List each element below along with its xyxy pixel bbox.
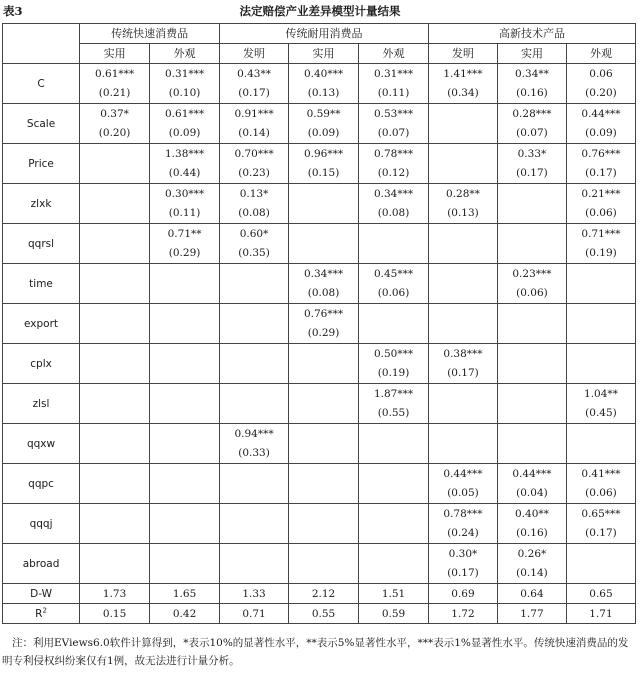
standard-error: (0.14) — [516, 566, 548, 579]
estimate-cell — [566, 424, 635, 464]
estimate-cell — [220, 224, 289, 264]
standard-error: (0.21) — [98, 86, 131, 99]
statistic-value: 0.71 — [220, 604, 289, 624]
estimate-cell — [289, 504, 359, 544]
estimate-cell — [359, 424, 429, 464]
table-row — [3, 384, 636, 424]
estimate-cell — [429, 64, 498, 104]
coefficient: 0.65*** — [581, 507, 621, 520]
estimate-cell — [80, 264, 150, 304]
standard-error: (0.19) — [585, 246, 617, 259]
standard-error: (0.06) — [377, 286, 410, 299]
variable-label: cplx — [3, 344, 80, 384]
variable-label: qqqj — [3, 504, 80, 544]
standard-error: (0.15) — [307, 166, 340, 179]
statistic-label: D-W — [3, 584, 80, 604]
estimate-cell — [429, 184, 498, 224]
estimate-cell — [566, 224, 635, 264]
subheader: 实用 — [497, 44, 566, 64]
coefficient: 1.87*** — [373, 387, 414, 400]
estimate-cell — [150, 464, 220, 504]
coefficient: 0.43** — [237, 67, 271, 80]
estimate-cell — [497, 464, 566, 504]
table-header — [0, 0, 640, 22]
variable-label: export — [3, 304, 80, 344]
variable-label: zlsl — [3, 384, 80, 424]
coefficient: 0.38*** — [443, 347, 483, 360]
statistic-value: 2.12 — [289, 584, 359, 604]
group-header-row — [3, 24, 636, 44]
estimate-cell — [566, 384, 635, 424]
coefficient: 0.71** — [167, 227, 202, 240]
estimate-cell — [429, 344, 498, 384]
estimate-cell — [359, 544, 429, 584]
statistic-row — [3, 584, 636, 604]
standard-error: (0.11) — [168, 206, 201, 219]
estimate-cell — [289, 264, 359, 304]
estimate-cell — [359, 264, 429, 304]
estimate-cell — [150, 264, 220, 304]
statistic-value: 1.72 — [429, 604, 498, 624]
statistic-value: 1.71 — [566, 604, 635, 624]
estimate-cell — [150, 184, 220, 224]
estimate-cell — [359, 224, 429, 264]
estimate-cell — [80, 384, 150, 424]
estimate-cell — [566, 264, 635, 304]
estimate-cell — [359, 304, 429, 344]
estimate-cell — [566, 504, 635, 544]
coefficient: 0.94*** — [234, 427, 274, 440]
estimate-cell — [497, 304, 566, 344]
coefficient: 0.40*** — [303, 67, 344, 80]
estimate-cell — [220, 144, 289, 184]
estimate-cell — [80, 184, 150, 224]
standard-error: (0.09) — [168, 126, 201, 139]
coefficient: 0.78*** — [443, 507, 483, 520]
estimate-cell — [497, 184, 566, 224]
coefficient: 0.61*** — [95, 67, 135, 80]
estimate-cell — [566, 104, 635, 144]
subheader: 外观 — [359, 44, 429, 64]
statistic-label-superscript: 2 — [42, 606, 47, 614]
coefficient: 0.37* — [100, 107, 129, 120]
standard-error: (0.35) — [238, 246, 270, 259]
coefficient: 0.21*** — [581, 187, 621, 200]
standard-error: (0.14) — [238, 126, 270, 139]
table-label: 表3 — [3, 4, 23, 18]
estimate-cell — [429, 464, 498, 504]
statistic-value: 1.65 — [150, 584, 220, 604]
estimate-cell — [80, 64, 150, 104]
standard-error: (0.12) — [377, 166, 410, 179]
estimate-cell — [497, 64, 566, 104]
estimate-cell — [359, 344, 429, 384]
estimate-cell — [80, 464, 150, 504]
table-row — [3, 304, 636, 344]
estimate-cell — [150, 104, 220, 144]
statistic-value: 0.69 — [429, 584, 498, 604]
subheader-row — [3, 44, 636, 64]
table-row — [3, 264, 636, 304]
coefficient: 0.23*** — [512, 267, 552, 280]
variable-label: abroad — [3, 544, 80, 584]
standard-error: (0.20) — [585, 86, 617, 99]
variable-label: qqrsl — [3, 224, 80, 264]
coefficient: 0.44*** — [512, 467, 552, 480]
standard-error: (0.24) — [447, 526, 479, 539]
estimate-cell — [289, 224, 359, 264]
estimate-cell — [497, 384, 566, 424]
standard-error: (0.17) — [447, 366, 479, 379]
estimate-cell — [566, 144, 635, 184]
coefficient: 0.60* — [239, 227, 269, 240]
table-row — [3, 344, 636, 384]
coefficient: 0.91*** — [234, 107, 274, 120]
statistic-value: 1.51 — [359, 584, 429, 604]
standard-error: (0.17) — [238, 86, 270, 99]
statistic-label — [3, 604, 80, 624]
standard-error: (0.45) — [585, 406, 617, 419]
corner-cell — [3, 24, 80, 64]
estimate-cell — [359, 384, 429, 424]
statistic-value: 0.59 — [359, 604, 429, 624]
coefficient: 0.34** — [515, 67, 549, 80]
variable-label: zlxk — [3, 184, 80, 224]
estimate-cell — [150, 344, 220, 384]
estimate-cell — [289, 344, 359, 384]
estimate-cell — [80, 544, 150, 584]
variable-label: qqxw — [3, 424, 80, 464]
variable-label: C — [3, 64, 80, 104]
variable-label: Scale — [3, 104, 80, 144]
coefficient: 0.06 — [589, 67, 613, 80]
standard-error: (0.17) — [585, 166, 617, 179]
estimate-cell — [289, 304, 359, 344]
estimate-cell — [220, 184, 289, 224]
estimate-cell — [289, 184, 359, 224]
regression-table — [2, 23, 636, 624]
estimate-cell — [220, 424, 289, 464]
estimate-cell — [220, 384, 289, 424]
estimate-cell — [80, 144, 150, 184]
estimate-cell — [359, 504, 429, 544]
statistic-value: 1.33 — [220, 584, 289, 604]
standard-error: (0.29) — [168, 246, 201, 259]
coefficient: 0.44*** — [581, 107, 621, 120]
standard-error: (0.10) — [168, 86, 201, 99]
estimate-cell — [566, 184, 635, 224]
coefficient: 0.76*** — [303, 307, 344, 320]
estimate-cell — [566, 64, 635, 104]
table-row — [3, 184, 636, 224]
estimate-cell — [289, 104, 359, 144]
estimate-cell — [80, 224, 150, 264]
subheader: 实用 — [289, 44, 359, 64]
statistic-value: 0.55 — [289, 604, 359, 624]
estimate-cell — [566, 344, 635, 384]
coefficient: 0.59** — [306, 107, 341, 120]
estimate-cell — [497, 424, 566, 464]
subheader: 发明 — [429, 44, 498, 64]
coefficient: 1.41*** — [443, 67, 483, 80]
standard-error: (0.11) — [377, 86, 410, 99]
standard-error: (0.33) — [238, 446, 270, 459]
coefficient: 0.76*** — [581, 147, 621, 160]
coefficient: 0.31*** — [373, 67, 414, 80]
standard-error: (0.09) — [585, 126, 617, 139]
standard-error: (0.16) — [516, 526, 548, 539]
standard-error: (0.07) — [516, 126, 548, 139]
standard-error: (0.29) — [307, 326, 340, 339]
standard-error: (0.17) — [447, 566, 479, 579]
subheader: 实用 — [80, 44, 150, 64]
estimate-cell — [289, 384, 359, 424]
estimate-cell — [359, 104, 429, 144]
statistic-value: 0.64 — [497, 584, 566, 604]
coefficient: 0.96*** — [303, 147, 344, 160]
estimate-cell — [359, 64, 429, 104]
estimate-cell — [429, 504, 498, 544]
coefficient: 0.53*** — [373, 107, 414, 120]
standard-error: (0.13) — [307, 86, 340, 99]
standard-error: (0.55) — [377, 406, 410, 419]
coefficient: 0.34*** — [303, 267, 344, 280]
estimate-cell — [429, 224, 498, 264]
estimate-cell — [497, 504, 566, 544]
estimate-cell — [150, 544, 220, 584]
estimate-cell — [429, 304, 498, 344]
standard-error: (0.06) — [585, 486, 617, 499]
estimate-cell — [497, 104, 566, 144]
estimate-cell — [497, 544, 566, 584]
estimate-cell — [220, 344, 289, 384]
coefficient: 0.30*** — [165, 187, 205, 200]
estimate-cell — [359, 184, 429, 224]
statistic-value: 1.73 — [80, 584, 150, 604]
estimate-cell — [220, 64, 289, 104]
standard-error: (0.23) — [238, 166, 270, 179]
estimate-cell — [80, 304, 150, 344]
estimate-cell — [80, 104, 150, 144]
subheader: 外观 — [566, 44, 635, 64]
variable-label: qqpc — [3, 464, 80, 504]
estimate-cell — [497, 144, 566, 184]
estimate-cell — [429, 544, 498, 584]
standard-error: (0.06) — [585, 206, 617, 219]
standard-error: (0.05) — [447, 486, 479, 499]
estimate-cell — [150, 424, 220, 464]
subheader: 外观 — [150, 44, 220, 64]
statistic-label-base: R — [35, 607, 43, 620]
table-row — [3, 464, 636, 504]
estimate-cell — [80, 344, 150, 384]
variable-label: Price — [3, 144, 80, 184]
group-header: 传统快速消费品 — [80, 24, 220, 44]
subheader: 发明 — [220, 44, 289, 64]
estimate-cell — [220, 264, 289, 304]
coefficient: 0.40** — [515, 507, 549, 520]
standard-error: (0.06) — [516, 286, 548, 299]
estimate-cell — [150, 304, 220, 344]
coefficient: 1.04** — [584, 387, 618, 400]
estimate-cell — [429, 384, 498, 424]
estimate-cell — [359, 464, 429, 504]
coefficient: 0.30* — [448, 547, 478, 560]
coefficient: 0.45*** — [373, 267, 414, 280]
estimate-cell — [150, 224, 220, 264]
statistic-value: 0.65 — [566, 584, 635, 604]
table-note: 注：利用EViews6.0软件计算得到，*表示10%的显著性水平，**表示5%显著性水平，***表示1%显著性水平。传统快速消费品的发明专利侵权纠纷案仅有1例，故无法进行计量分析。 — [2, 637, 629, 667]
standard-error: (0.07) — [377, 126, 410, 139]
estimate-cell — [566, 544, 635, 584]
standard-error: (0.08) — [238, 206, 270, 219]
standard-error: (0.17) — [516, 166, 548, 179]
coefficient: 0.13* — [239, 187, 269, 200]
estimate-cell — [289, 144, 359, 184]
statistic-value: 0.15 — [80, 604, 150, 624]
variable-label: time — [3, 264, 80, 304]
table-row — [3, 224, 636, 264]
standard-error: (0.09) — [307, 126, 340, 139]
group-header: 高新技术产品 — [429, 24, 636, 44]
estimate-cell — [289, 424, 359, 464]
coefficient: 1.38*** — [165, 147, 205, 160]
coefficient: 0.78*** — [373, 147, 414, 160]
standard-error: (0.17) — [585, 526, 617, 539]
table-row — [3, 64, 636, 104]
estimate-cell — [497, 344, 566, 384]
coefficient: 0.70*** — [234, 147, 274, 160]
estimate-cell — [80, 504, 150, 544]
standard-error: (0.04) — [516, 486, 548, 499]
estimate-cell — [429, 264, 498, 304]
estimate-cell — [80, 424, 150, 464]
estimate-cell — [566, 464, 635, 504]
coefficient: 0.61*** — [165, 107, 205, 120]
coefficient: 0.31*** — [165, 67, 205, 80]
standard-error: (0.44) — [168, 166, 201, 179]
estimate-cell — [289, 464, 359, 504]
estimate-cell — [359, 144, 429, 184]
table-row — [3, 144, 636, 184]
estimate-cell — [150, 64, 220, 104]
statistic-value: 1.77 — [497, 604, 566, 624]
standard-error: (0.08) — [307, 286, 340, 299]
estimate-cell — [220, 104, 289, 144]
estimate-cell — [289, 64, 359, 104]
coefficient: 0.71*** — [581, 227, 621, 240]
estimate-cell — [497, 264, 566, 304]
coefficient: 0.34*** — [373, 187, 414, 200]
standard-error: (0.20) — [98, 126, 131, 139]
estimate-cell — [220, 464, 289, 504]
standard-error: (0.34) — [447, 86, 479, 99]
table-title: 法定赔偿产业差异模型计量结果 — [239, 4, 401, 18]
estimate-cell — [150, 144, 220, 184]
coefficient: 0.50*** — [373, 347, 414, 360]
table-row — [3, 544, 636, 584]
table-row — [3, 104, 636, 144]
coefficient: 0.28*** — [512, 107, 552, 120]
standard-error: (0.16) — [516, 86, 548, 99]
estimate-cell — [220, 304, 289, 344]
coefficient: 0.33* — [517, 147, 547, 160]
standard-error: (0.19) — [377, 366, 410, 379]
coefficient: 0.28** — [446, 187, 480, 200]
standard-error: (0.08) — [377, 206, 410, 219]
estimate-cell — [429, 424, 498, 464]
estimate-cell — [220, 504, 289, 544]
estimate-cell — [220, 544, 289, 584]
estimate-cell — [429, 144, 498, 184]
estimate-cell — [289, 544, 359, 584]
coefficient: 0.44*** — [443, 467, 483, 480]
statistic-value: 0.42 — [150, 604, 220, 624]
table-row — [3, 504, 636, 544]
standard-error: (0.13) — [447, 206, 479, 219]
estimate-cell — [150, 384, 220, 424]
table-row — [3, 424, 636, 464]
coefficient: 0.26* — [517, 547, 547, 560]
group-header: 传统耐用消费品 — [220, 24, 429, 44]
coefficient: 0.41*** — [581, 467, 621, 480]
estimate-cell — [566, 304, 635, 344]
statistic-row — [3, 604, 636, 624]
estimate-cell — [150, 504, 220, 544]
estimate-cell — [497, 224, 566, 264]
estimate-cell — [429, 104, 498, 144]
